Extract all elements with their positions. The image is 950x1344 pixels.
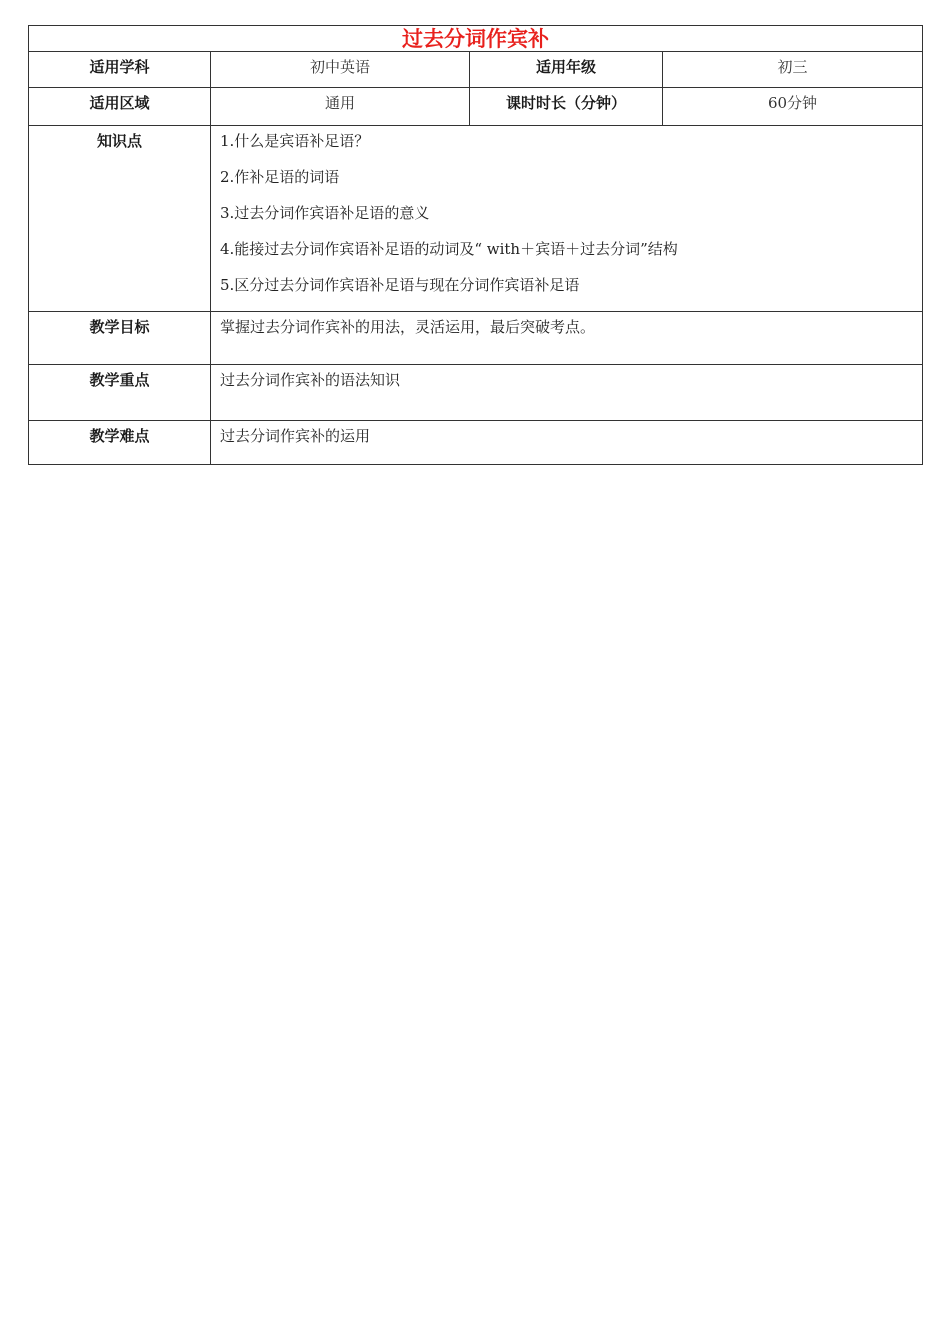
subject-label: 适用学科 (29, 52, 211, 88)
list-item: 1.什么是宾语补足语？ (220, 132, 370, 150)
subject-grade-row (29, 52, 923, 88)
lesson-plan-table (28, 25, 923, 465)
difficulty-label: 教学难点 (29, 421, 211, 465)
duration-label: 课时时长（分钟） (470, 88, 663, 126)
focus-label: 教学重点 (29, 365, 211, 421)
title-cell (29, 26, 923, 52)
knowledge-label: 知识点 (29, 126, 211, 312)
list-item: 5.区分过去分词作宾语补足语与现在分词作宾语补足语 (220, 276, 580, 294)
goal-row (29, 312, 923, 365)
focus-row (29, 365, 923, 421)
duration-value: 60分钟 (663, 88, 923, 126)
knowledge-list (220, 131, 913, 311)
list-item: 2.作补足语的词语 (220, 168, 340, 186)
grade-value: 初三 (663, 52, 923, 88)
subject-value: 初中英语 (211, 52, 470, 88)
focus-text: 过去分词作宾补的语法知识 (211, 365, 923, 421)
title-row (29, 26, 923, 52)
page-title: 过去分词作宾补 (402, 26, 549, 51)
knowledge-content (211, 126, 923, 312)
list-item: 4.能接过去分词作宾语补足语的动词及“ with＋宾语＋过去分词”结构 (220, 240, 678, 258)
list-item: 3.过去分词作宾语补足语的意义 (220, 204, 430, 222)
difficulty-text: 过去分词作宾补的运用 (211, 421, 923, 465)
goal-label: 教学目标 (29, 312, 211, 365)
goal-text: 掌握过去分词作宾补的用法，灵活运用，最后突破考点。 (211, 312, 923, 365)
knowledge-row (29, 126, 923, 312)
region-value: 通用 (211, 88, 470, 126)
region-duration-row (29, 88, 923, 126)
region-label: 适用区域 (29, 88, 211, 126)
grade-label: 适用年级 (470, 52, 663, 88)
difficulty-row (29, 421, 923, 465)
